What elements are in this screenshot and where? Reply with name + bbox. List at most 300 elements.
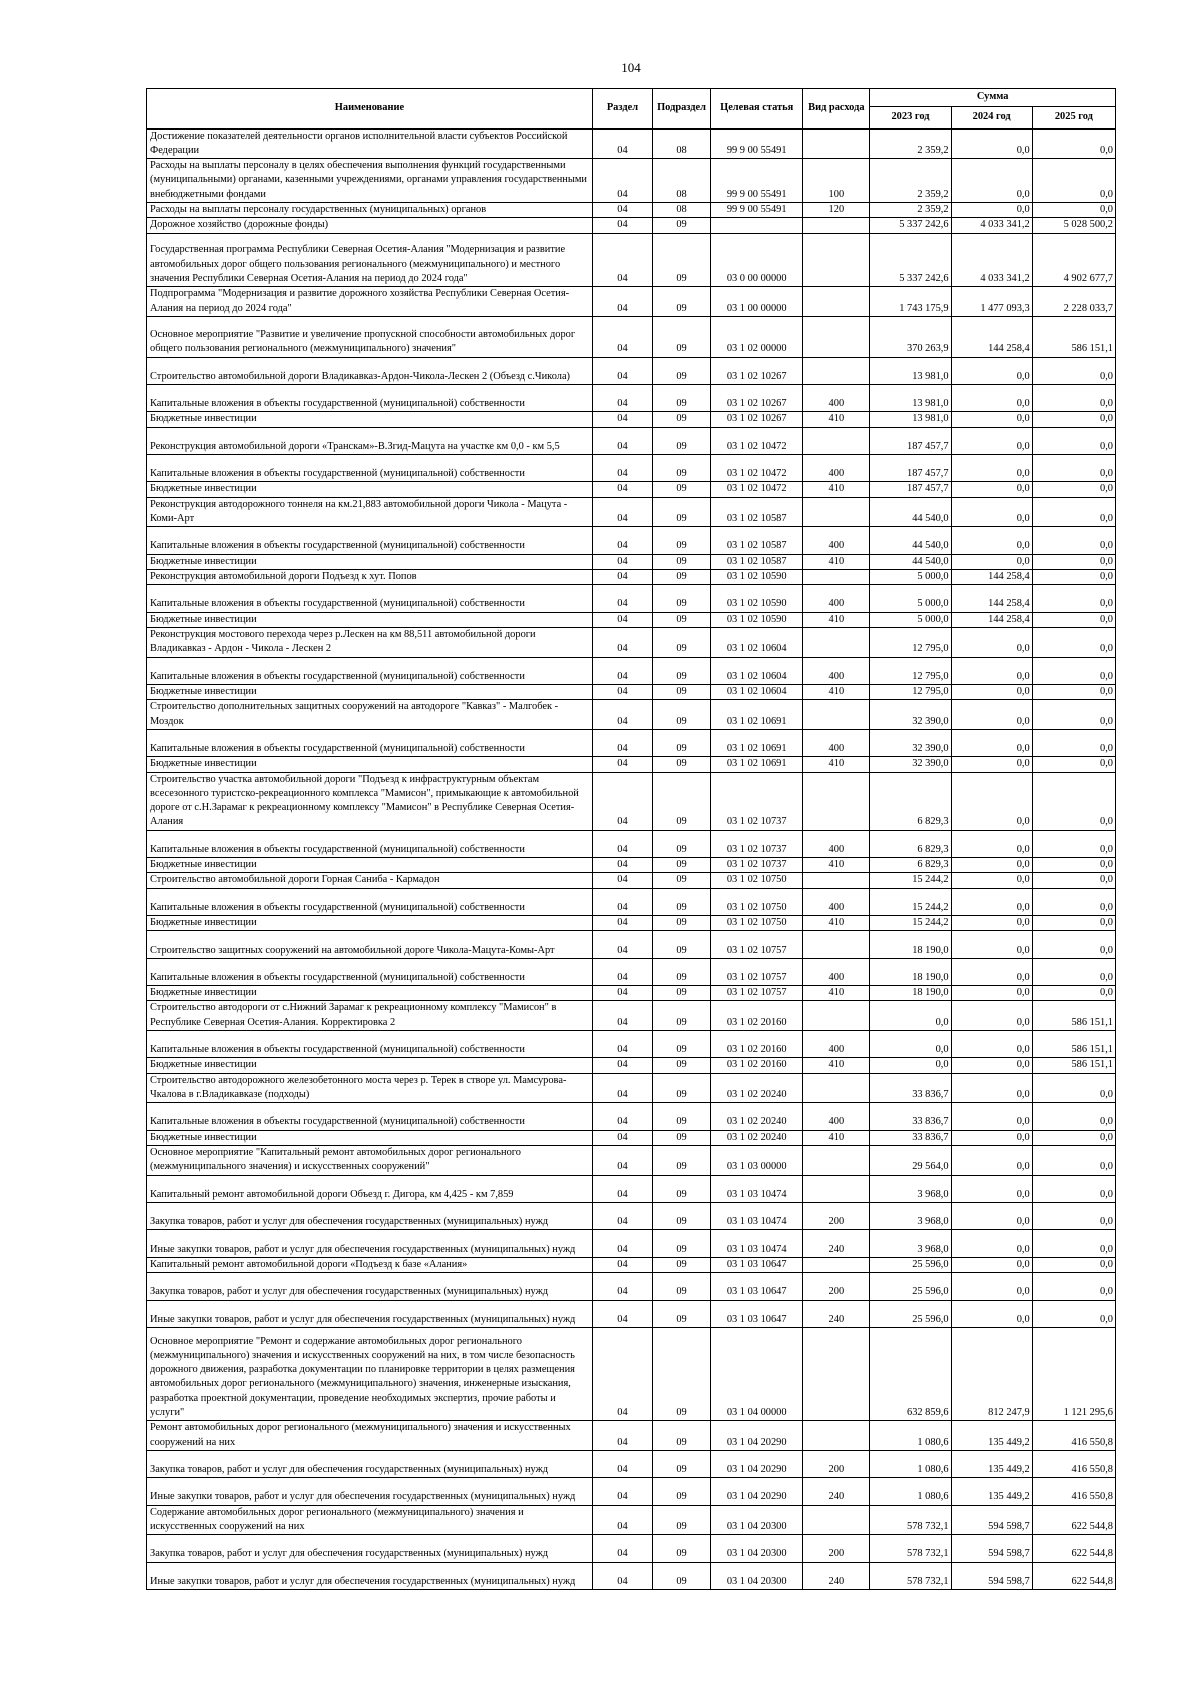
row-vid-cell: 410 (803, 986, 870, 1001)
row-vid-cell: 120 (803, 202, 870, 217)
row-podrazdel-cell: 09 (653, 627, 711, 657)
row-podrazdel-cell: 09 (653, 497, 711, 527)
row-celevaya-cell: 99 9 00 55491 (711, 202, 803, 217)
row-podrazdel-cell: 09 (653, 931, 711, 958)
row-name-cell: Капитальные вложения в объекты государственной (муниципальной) собственности (147, 729, 593, 756)
table-row (147, 986, 1116, 1001)
row-name-cell: Иные закупки товаров, работ и услуг для обеспечения государственных (муниципальных) нужд (147, 1300, 593, 1327)
row-celevaya-cell: 03 1 02 10737 (711, 858, 803, 873)
row-2025-cell: 586 151,1 (1032, 1058, 1115, 1073)
row-vid-cell (803, 570, 870, 585)
row-vid-cell: 200 (803, 1535, 870, 1562)
table-row (147, 830, 1116, 857)
row-2024-cell: 0,0 (951, 357, 1032, 384)
row-razdel-cell: 04 (592, 627, 652, 657)
row-vid-cell: 410 (803, 684, 870, 699)
table-row (147, 627, 1116, 657)
row-celevaya-cell: 03 1 02 10590 (711, 612, 803, 627)
row-name-cell: Капитальные вложения в объекты государственной (муниципальной) собственности (147, 1031, 593, 1058)
row-vid-cell: 400 (803, 657, 870, 684)
row-podrazdel-cell: 09 (653, 1450, 711, 1477)
row-name-cell: Бюджетные инвестиции (147, 482, 593, 497)
row-vid-cell (803, 1146, 870, 1176)
row-2025-cell: 0,0 (1032, 497, 1115, 527)
row-podrazdel-cell: 09 (653, 1230, 711, 1257)
row-2024-cell: 144 258,4 (951, 316, 1032, 357)
row-2025-cell: 622 544,8 (1032, 1562, 1115, 1589)
row-podrazdel-cell: 09 (653, 1300, 711, 1327)
row-razdel-cell: 04 (592, 986, 652, 1001)
row-2024-cell: 0,0 (951, 1001, 1032, 1031)
row-razdel-cell: 04 (592, 554, 652, 569)
row-2024-cell: 0,0 (951, 482, 1032, 497)
row-name-cell: Капитальные вложения в объекты государственной (муниципальной) собственности (147, 384, 593, 411)
row-2023-cell: 2 359,2 (870, 159, 951, 203)
table-row (147, 1058, 1116, 1073)
row-2023-cell: 6 829,3 (870, 830, 951, 857)
row-celevaya-cell: 03 1 04 20290 (711, 1478, 803, 1505)
row-celevaya-cell: 03 1 04 20290 (711, 1450, 803, 1477)
row-podrazdel-cell: 09 (653, 700, 711, 730)
row-celevaya-cell: 03 1 03 10474 (711, 1230, 803, 1257)
row-razdel-cell: 04 (592, 888, 652, 915)
row-2024-cell: 0,0 (951, 1130, 1032, 1145)
row-vid-cell: 240 (803, 1478, 870, 1505)
row-celevaya-cell: 99 9 00 55491 (711, 129, 803, 159)
row-name-cell: Реконструкция мостового перехода через р.Лескен на км 88,511 автомобильной дороги Владикавказ - Ардон - Чикола - Лескен 2 (147, 627, 593, 657)
row-razdel-cell: 04 (592, 129, 652, 159)
row-2025-cell: 0,0 (1032, 931, 1115, 958)
row-vid-cell: 410 (803, 916, 870, 931)
row-2023-cell: 5 000,0 (870, 585, 951, 612)
row-2023-cell: 44 540,0 (870, 497, 951, 527)
row-2025-cell: 0,0 (1032, 1103, 1115, 1130)
row-vid-cell (803, 1073, 870, 1103)
row-2023-cell: 15 244,2 (870, 873, 951, 888)
header-summa: Сумма (870, 89, 1116, 107)
row-razdel-cell: 04 (592, 527, 652, 554)
row-2023-cell: 18 190,0 (870, 986, 951, 1001)
row-vid-cell: 400 (803, 527, 870, 554)
row-razdel-cell: 04 (592, 1273, 652, 1300)
row-2024-cell: 0,0 (951, 129, 1032, 159)
row-2025-cell: 0,0 (1032, 1273, 1115, 1300)
row-2025-cell: 0,0 (1032, 916, 1115, 931)
row-2024-cell: 0,0 (951, 1203, 1032, 1230)
row-2024-cell: 594 598,7 (951, 1505, 1032, 1535)
row-2023-cell: 1 080,6 (870, 1478, 951, 1505)
row-celevaya-cell: 03 1 02 10737 (711, 830, 803, 857)
table-row (147, 1478, 1116, 1505)
row-podrazdel-cell: 09 (653, 585, 711, 612)
table-row (147, 1103, 1116, 1130)
row-2024-cell: 0,0 (951, 1230, 1032, 1257)
table-row (147, 129, 1116, 159)
row-celevaya-cell: 03 1 02 10587 (711, 527, 803, 554)
row-podrazdel-cell: 09 (653, 986, 711, 1001)
row-2023-cell: 187 457,7 (870, 482, 951, 497)
row-celevaya-cell: 03 1 03 10474 (711, 1203, 803, 1230)
row-vid-cell: 200 (803, 1203, 870, 1230)
table-row (147, 657, 1116, 684)
row-name-cell: Иные закупки товаров, работ и услуг для обеспечения государственных (муниципальных) нужд (147, 1230, 593, 1257)
row-2024-cell: 0,0 (951, 384, 1032, 411)
row-razdel-cell: 04 (592, 1257, 652, 1272)
row-2023-cell: 12 795,0 (870, 684, 951, 699)
row-celevaya-cell: 03 1 02 10757 (711, 958, 803, 985)
row-name-cell: Государственная программа Республики Северная Осетия-Алания "Модернизация и развитие автомобильных дорог общего пользования регионального (межмуниципального) и местного значения Республики Северная Осетия-Алания на период до 2024 года" (147, 233, 593, 287)
row-vid-cell (803, 1421, 870, 1451)
row-vid-cell: 200 (803, 1450, 870, 1477)
row-celevaya-cell (711, 218, 803, 233)
row-2023-cell: 187 457,7 (870, 427, 951, 454)
row-razdel-cell: 04 (592, 873, 652, 888)
table-row (147, 1327, 1116, 1420)
table-row (147, 1273, 1116, 1300)
row-name-cell: Иные закупки товаров, работ и услуг для обеспечения государственных (муниципальных) нужд (147, 1562, 593, 1589)
row-2024-cell: 0,0 (951, 830, 1032, 857)
header-razdel: Раздел (592, 89, 652, 129)
header-2025: 2025 год (1032, 107, 1115, 129)
row-2025-cell: 0,0 (1032, 858, 1115, 873)
row-celevaya-cell: 03 1 04 20300 (711, 1535, 803, 1562)
row-2025-cell: 0,0 (1032, 612, 1115, 627)
row-razdel-cell: 04 (592, 357, 652, 384)
row-2024-cell: 0,0 (951, 888, 1032, 915)
row-celevaya-cell: 03 1 02 10691 (711, 729, 803, 756)
row-celevaya-cell: 03 1 04 20300 (711, 1562, 803, 1589)
row-2025-cell: 0,0 (1032, 1230, 1115, 1257)
row-2025-cell: 0,0 (1032, 888, 1115, 915)
table-row (147, 482, 1116, 497)
row-2024-cell: 0,0 (951, 700, 1032, 730)
row-podrazdel-cell: 09 (653, 729, 711, 756)
row-podrazdel-cell: 09 (653, 1001, 711, 1031)
row-name-cell: Дорожное хозяйство (дорожные фонды) (147, 218, 593, 233)
row-name-cell: Основное мероприятие "Ремонт и содержание автомобильных дорог регионального (межмуниципального) значения и искусственных сооружений на них, в том числе безопасность дорожного движения, разработка документации по планировке территории в целях размещения автомобильных дорог регионального (межмуниципального) значения, инженерные изыскания, разработка проектной документации, проведение необходимых экспертиз, прочие работы и услуги" (147, 1327, 593, 1420)
table-row (147, 1001, 1116, 1031)
row-vid-cell: 400 (803, 830, 870, 857)
row-celevaya-cell: 03 1 02 10472 (711, 427, 803, 454)
header-2024: 2024 год (951, 107, 1032, 129)
row-vid-cell: 400 (803, 958, 870, 985)
row-2023-cell: 15 244,2 (870, 916, 951, 931)
row-podrazdel-cell: 09 (653, 958, 711, 985)
row-2024-cell: 0,0 (951, 858, 1032, 873)
row-celevaya-cell: 03 1 03 10474 (711, 1175, 803, 1202)
row-razdel-cell: 04 (592, 684, 652, 699)
row-podrazdel-cell: 09 (653, 873, 711, 888)
row-vid-cell (803, 772, 870, 830)
row-2025-cell: 0,0 (1032, 482, 1115, 497)
row-celevaya-cell: 03 1 04 20300 (711, 1505, 803, 1535)
row-2024-cell: 0,0 (951, 772, 1032, 830)
header-2023: 2023 год (870, 107, 951, 129)
row-celevaya-cell: 03 1 02 10750 (711, 916, 803, 931)
row-podrazdel-cell: 09 (653, 1146, 711, 1176)
row-name-cell: Бюджетные инвестиции (147, 858, 593, 873)
row-2023-cell: 25 596,0 (870, 1257, 951, 1272)
row-2023-cell: 578 732,1 (870, 1505, 951, 1535)
row-razdel-cell: 04 (592, 427, 652, 454)
row-razdel-cell: 04 (592, 202, 652, 217)
row-razdel-cell: 04 (592, 218, 652, 233)
row-2025-cell: 622 544,8 (1032, 1505, 1115, 1535)
row-2025-cell: 0,0 (1032, 958, 1115, 985)
row-name-cell: Реконструкция автомобильной дороги Подъезд к хут. Попов (147, 570, 593, 585)
row-2024-cell: 0,0 (951, 684, 1032, 699)
row-2023-cell: 6 829,3 (870, 772, 951, 830)
table-row (147, 527, 1116, 554)
row-razdel-cell: 04 (592, 1300, 652, 1327)
row-name-cell: Строительство автодороги от с.Нижний Зарамаг к рекреационному комплексу "Мамисон" в Республике Северная Осетия-Алания. Корректировка 2 (147, 1001, 593, 1031)
row-vid-cell (803, 218, 870, 233)
row-vid-cell: 410 (803, 858, 870, 873)
row-celevaya-cell: 03 1 02 10590 (711, 585, 803, 612)
row-razdel-cell: 04 (592, 1146, 652, 1176)
row-2024-cell: 135 449,2 (951, 1450, 1032, 1477)
row-2025-cell: 0,0 (1032, 129, 1115, 159)
row-2025-cell: 0,0 (1032, 873, 1115, 888)
row-vid-cell: 400 (803, 1103, 870, 1130)
table-row (147, 1073, 1116, 1103)
row-podrazdel-cell: 09 (653, 554, 711, 569)
row-vid-cell: 410 (803, 554, 870, 569)
row-2023-cell: 15 244,2 (870, 888, 951, 915)
row-2024-cell: 0,0 (951, 729, 1032, 756)
row-name-cell: Реконструкция автодорожного тоннеля на км.21,883 автомобильной дороги Чикола - Мацута - Коми-Арт (147, 497, 593, 527)
row-podrazdel-cell: 09 (653, 316, 711, 357)
row-name-cell: Закупка товаров, работ и услуг для обеспечения государственных (муниципальных) нужд (147, 1450, 593, 1477)
row-name-cell: Капитальный ремонт автомобильной дороги «Подъезд к базе «Алания» (147, 1257, 593, 1272)
row-2024-cell: 0,0 (951, 1273, 1032, 1300)
table-row (147, 202, 1116, 217)
row-2025-cell: 0,0 (1032, 570, 1115, 585)
row-podrazdel-cell: 09 (653, 1535, 711, 1562)
row-podrazdel-cell: 08 (653, 202, 711, 217)
row-podrazdel-cell: 09 (653, 1073, 711, 1103)
row-2024-cell: 1 477 093,3 (951, 287, 1032, 317)
row-2024-cell: 0,0 (951, 159, 1032, 203)
table-row (147, 1535, 1116, 1562)
row-podrazdel-cell: 09 (653, 482, 711, 497)
table-row (147, 287, 1116, 317)
row-vid-cell: 240 (803, 1300, 870, 1327)
table-body (147, 129, 1116, 1590)
row-2023-cell: 0,0 (870, 1058, 951, 1073)
table-row (147, 427, 1116, 454)
row-2023-cell: 44 540,0 (870, 554, 951, 569)
row-vid-cell (803, 1257, 870, 1272)
row-2025-cell: 0,0 (1032, 1130, 1115, 1145)
row-2024-cell: 594 598,7 (951, 1535, 1032, 1562)
row-celevaya-cell: 03 1 04 20290 (711, 1421, 803, 1451)
row-2023-cell: 5 000,0 (870, 570, 951, 585)
row-2025-cell: 586 151,1 (1032, 316, 1115, 357)
table-row (147, 1175, 1116, 1202)
row-2024-cell: 144 258,4 (951, 612, 1032, 627)
row-razdel-cell: 04 (592, 1505, 652, 1535)
table-row (147, 412, 1116, 427)
row-2024-cell: 0,0 (951, 497, 1032, 527)
row-celevaya-cell: 03 1 02 10757 (711, 931, 803, 958)
row-name-cell: Закупка товаров, работ и услуг для обеспечения государственных (муниципальных) нужд (147, 1273, 593, 1300)
table-row (147, 1300, 1116, 1327)
row-celevaya-cell: 03 1 02 10587 (711, 554, 803, 569)
row-celevaya-cell: 03 1 02 10604 (711, 684, 803, 699)
row-2025-cell: 0,0 (1032, 1073, 1115, 1103)
row-name-cell: Расходы на выплаты персоналу государственных (муниципальных) органов (147, 202, 593, 217)
row-name-cell: Капитальные вложения в объекты государственной (муниципальной) собственности (147, 585, 593, 612)
row-razdel-cell: 04 (592, 729, 652, 756)
row-2024-cell: 4 033 341,2 (951, 233, 1032, 287)
row-2023-cell: 13 981,0 (870, 384, 951, 411)
row-2025-cell: 0,0 (1032, 159, 1115, 203)
row-razdel-cell: 04 (592, 772, 652, 830)
row-podrazdel-cell: 09 (653, 1273, 711, 1300)
row-2023-cell: 0,0 (870, 1001, 951, 1031)
row-name-cell: Подпрограмма "Модернизация и развитие дорожного хозяйства Республики Северная Осетия-Алания на период до 2024 года" (147, 287, 593, 317)
row-razdel-cell: 04 (592, 1001, 652, 1031)
row-2023-cell: 33 836,7 (870, 1073, 951, 1103)
row-vid-cell: 400 (803, 585, 870, 612)
row-vid-cell (803, 427, 870, 454)
row-name-cell: Капитальные вложения в объекты государственной (муниципальной) собственности (147, 657, 593, 684)
row-razdel-cell: 04 (592, 1203, 652, 1230)
row-vid-cell (803, 1001, 870, 1031)
row-name-cell: Бюджетные инвестиции (147, 412, 593, 427)
row-name-cell: Бюджетные инвестиции (147, 986, 593, 1001)
header-podrazdel: Подраздел (653, 89, 711, 129)
row-2025-cell: 0,0 (1032, 455, 1115, 482)
row-podrazdel-cell: 09 (653, 1130, 711, 1145)
row-celevaya-cell: 03 1 02 10604 (711, 627, 803, 657)
row-vid-cell (803, 233, 870, 287)
row-razdel-cell: 04 (592, 1450, 652, 1477)
row-razdel-cell: 04 (592, 1031, 652, 1058)
row-vid-cell: 410 (803, 757, 870, 772)
row-2024-cell: 0,0 (951, 1103, 1032, 1130)
row-razdel-cell: 04 (592, 916, 652, 931)
row-podrazdel-cell: 09 (653, 612, 711, 627)
row-2025-cell: 2 228 033,7 (1032, 287, 1115, 317)
row-2024-cell: 144 258,4 (951, 585, 1032, 612)
row-name-cell: Капитальные вложения в объекты государственной (муниципальной) собственности (147, 958, 593, 985)
row-2025-cell: 0,0 (1032, 1257, 1115, 1272)
row-2024-cell: 0,0 (951, 916, 1032, 931)
row-razdel-cell: 04 (592, 931, 652, 958)
row-2023-cell: 32 390,0 (870, 729, 951, 756)
table-row (147, 159, 1116, 203)
row-celevaya-cell: 03 1 03 10647 (711, 1257, 803, 1272)
row-2025-cell: 0,0 (1032, 757, 1115, 772)
row-2023-cell: 5 000,0 (870, 612, 951, 627)
row-celevaya-cell: 03 1 02 00000 (711, 316, 803, 357)
row-vid-cell: 240 (803, 1562, 870, 1589)
row-2024-cell: 135 449,2 (951, 1478, 1032, 1505)
row-name-cell: Капитальные вложения в объекты государственной (муниципальной) собственности (147, 1103, 593, 1130)
row-podrazdel-cell: 09 (653, 570, 711, 585)
row-razdel-cell: 04 (592, 159, 652, 203)
row-2025-cell: 0,0 (1032, 554, 1115, 569)
row-2024-cell: 0,0 (951, 1257, 1032, 1272)
table-row (147, 554, 1116, 569)
row-razdel-cell: 04 (592, 1230, 652, 1257)
row-2024-cell: 0,0 (951, 657, 1032, 684)
row-2024-cell: 0,0 (951, 202, 1032, 217)
row-2023-cell: 44 540,0 (870, 527, 951, 554)
row-podrazdel-cell: 09 (653, 357, 711, 384)
table-row (147, 1505, 1116, 1535)
row-2023-cell: 2 359,2 (870, 202, 951, 217)
row-vid-cell (803, 129, 870, 159)
table-row (147, 1146, 1116, 1176)
row-vid-cell: 410 (803, 412, 870, 427)
row-2024-cell: 0,0 (951, 931, 1032, 958)
row-2024-cell: 0,0 (951, 1146, 1032, 1176)
row-vid-cell (803, 627, 870, 657)
row-celevaya-cell: 99 9 00 55491 (711, 159, 803, 203)
row-2025-cell: 0,0 (1032, 684, 1115, 699)
row-razdel-cell: 04 (592, 1058, 652, 1073)
row-2024-cell: 812 247,9 (951, 1327, 1032, 1420)
row-name-cell: Содержание автомобильных дорог регионального (межмуниципального) значения и искусственных сооружений на них (147, 1505, 593, 1535)
table-row (147, 757, 1116, 772)
row-2024-cell: 0,0 (951, 427, 1032, 454)
row-name-cell: Бюджетные инвестиции (147, 612, 593, 627)
row-celevaya-cell: 03 1 02 10691 (711, 700, 803, 730)
row-celevaya-cell: 03 1 02 10590 (711, 570, 803, 585)
row-podrazdel-cell: 09 (653, 657, 711, 684)
row-razdel-cell: 04 (592, 830, 652, 857)
row-name-cell: Строительство участка автомобильной дороги "Подъезд к инфраструктурным объектам всесезонного туристско-рекреационного комплекса "Мамисон", примыкающие к автомобильной дороге от с.Н.Зарамаг к рекреационному комплексу "Мамисон" в Республике Северная Осетия-Алания (147, 772, 593, 830)
row-vid-cell (803, 357, 870, 384)
row-podrazdel-cell: 09 (653, 218, 711, 233)
row-2023-cell: 25 596,0 (870, 1273, 951, 1300)
row-2024-cell: 0,0 (951, 527, 1032, 554)
row-vid-cell: 200 (803, 1273, 870, 1300)
row-podrazdel-cell: 09 (653, 757, 711, 772)
table-row (147, 700, 1116, 730)
table-row (147, 357, 1116, 384)
row-celevaya-cell: 03 1 02 10691 (711, 757, 803, 772)
row-celevaya-cell: 03 1 02 10737 (711, 772, 803, 830)
row-vid-cell (803, 873, 870, 888)
row-2025-cell: 622 544,8 (1032, 1535, 1115, 1562)
row-2023-cell: 1 080,6 (870, 1450, 951, 1477)
row-name-cell: Бюджетные инвестиции (147, 1058, 593, 1073)
row-razdel-cell: 04 (592, 412, 652, 427)
row-2025-cell: 0,0 (1032, 527, 1115, 554)
row-podrazdel-cell: 09 (653, 1031, 711, 1058)
table-row (147, 1230, 1116, 1257)
row-razdel-cell: 04 (592, 1421, 652, 1451)
row-celevaya-cell: 03 1 02 10604 (711, 657, 803, 684)
row-2023-cell: 0,0 (870, 1031, 951, 1058)
row-celevaya-cell: 03 1 02 20240 (711, 1130, 803, 1145)
row-name-cell: Капитальные вложения в объекты государственной (муниципальной) собственности (147, 527, 593, 554)
row-vid-cell (803, 1327, 870, 1420)
row-podrazdel-cell: 09 (653, 858, 711, 873)
table-row (147, 1421, 1116, 1451)
row-podrazdel-cell: 09 (653, 772, 711, 830)
row-2025-cell: 0,0 (1032, 427, 1115, 454)
row-2024-cell: 594 598,7 (951, 1562, 1032, 1589)
row-2024-cell: 0,0 (951, 873, 1032, 888)
row-razdel-cell: 04 (592, 233, 652, 287)
table-row (147, 1257, 1116, 1272)
row-celevaya-cell: 03 1 03 10647 (711, 1273, 803, 1300)
